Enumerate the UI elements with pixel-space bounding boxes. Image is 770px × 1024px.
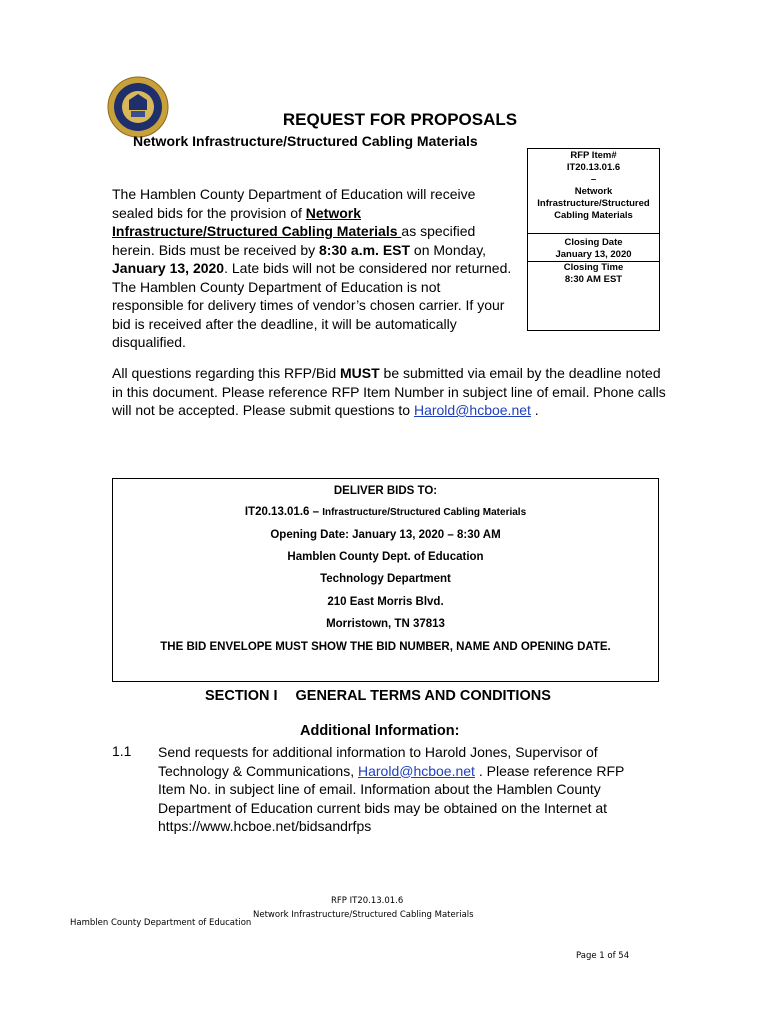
footer-organization: Hamblen County Department of Education [70,918,252,928]
intro-deadline-date: January 13, 2020 [112,260,225,276]
deliver-bid-name: Infrastructure/Structured Cabling Materials [322,507,527,518]
additional-email-link[interactable]: Harold@hcboe.net [358,762,475,779]
deliver-bid-number: IT20.13.01.6 – [244,506,323,518]
section-title: GENERAL TERMS AND CONDITIONS [295,688,551,704]
deliver-line-bid-number [113,506,658,518]
intro-text: . Late bids will not be considered nor returned. The Hamblen County Department of Education is not responsible for delivery times of vendor’s chosen carrier. If your bid is received after the deadline, it will be automatically disqualified. [112,260,512,350]
intro-project-name: Network Infrastructure/Structured Cabling Materials [112,204,402,239]
additional-text: Send requests for additional information to Harold Jones, Supervisor of Technology & Communications, [158,744,598,779]
questions-text: All questions regarding this RFP/Bid [112,365,340,381]
deliver-heading: DELIVER BIDS TO: [333,485,438,497]
intro-text: on Monday, [410,241,487,258]
section-number: SECTION I [205,688,278,704]
rfp-item-label: RFP Item# [570,150,617,161]
questions-must: MUST [340,365,380,381]
deliver-opening-date: Opening Date: January 13, 2020 – 8:30 AM [270,529,501,541]
section-heading [205,688,551,704]
deliver-address-line3: 210 East Morris Blvd. [327,596,444,608]
footer-rfp-name: Network Infrastructure/Structured Cabling Materials [253,910,474,920]
additional-text: . Please reference RFP Item No. in subject line of email. Information about the Hamblen County Department of Education current bids may be obtained on the Internet at https://www.hcboe.net/bidsandrfps [158,762,625,834]
deliver-bids-box [112,478,659,682]
questions-text: be submitted via email by the deadline noted in this document. Please reference RFP Item Number in subject line of email. Phone calls will not be accepted. Please submit questions to [112,365,666,418]
page-title: REQUEST FOR PROPOSALS [282,110,518,129]
intro-deadline-time: 8:30 a.m. EST [319,241,411,258]
intro-text: The Hamblen County Department of Education will receive sealed bids for the provision of [112,186,476,221]
rfp-item-number: IT20.13.01.6 [566,162,621,173]
questions-paragraph [112,364,672,420]
intro-text: as specified herein. Bids must be received by [112,223,476,258]
infobox-divider [528,233,659,234]
rfp-item-name-line1: Network [574,186,613,197]
rfp-info-box [527,148,660,331]
page-subtitle: Network Infrastructure/Structured Cabling Materials [133,133,478,149]
questions-text: . [530,402,539,418]
additional-info-heading: Additional Information: [300,723,460,739]
deliver-envelope-notice: THE BID ENVELOPE MUST SHOW THE BID NUMBER, NAME AND OPENING DATE. [160,641,611,653]
page-number: Page 1 of 54 [576,951,630,961]
footer-rfp-number: RFP IT20.13.01.6 [331,896,404,906]
item-number: 1.1 [112,743,132,759]
rfp-item-name-line3: Cabling Materials [554,210,633,221]
questions-email-link[interactable]: Harold@hcboe.net [413,402,531,418]
rfp-item-name-line2: Infrastructure/Structured [537,198,650,209]
deliver-address-line2: Technology Department [320,573,451,585]
rfp-item-dash: – [590,174,597,185]
closing-date-label: Closing Date [564,237,623,248]
closing-time-label: Closing Time [563,262,624,273]
intro-paragraph [112,185,512,352]
deliver-address-line1: Hamblen County Dept. of Education [287,551,484,563]
deliver-address-line4: Morristown, TN 37813 [326,618,445,630]
closing-date-value: January 13, 2020 [555,249,632,260]
closing-time-value: 8:30 AM EST [564,274,623,285]
additional-info-paragraph [158,743,638,836]
